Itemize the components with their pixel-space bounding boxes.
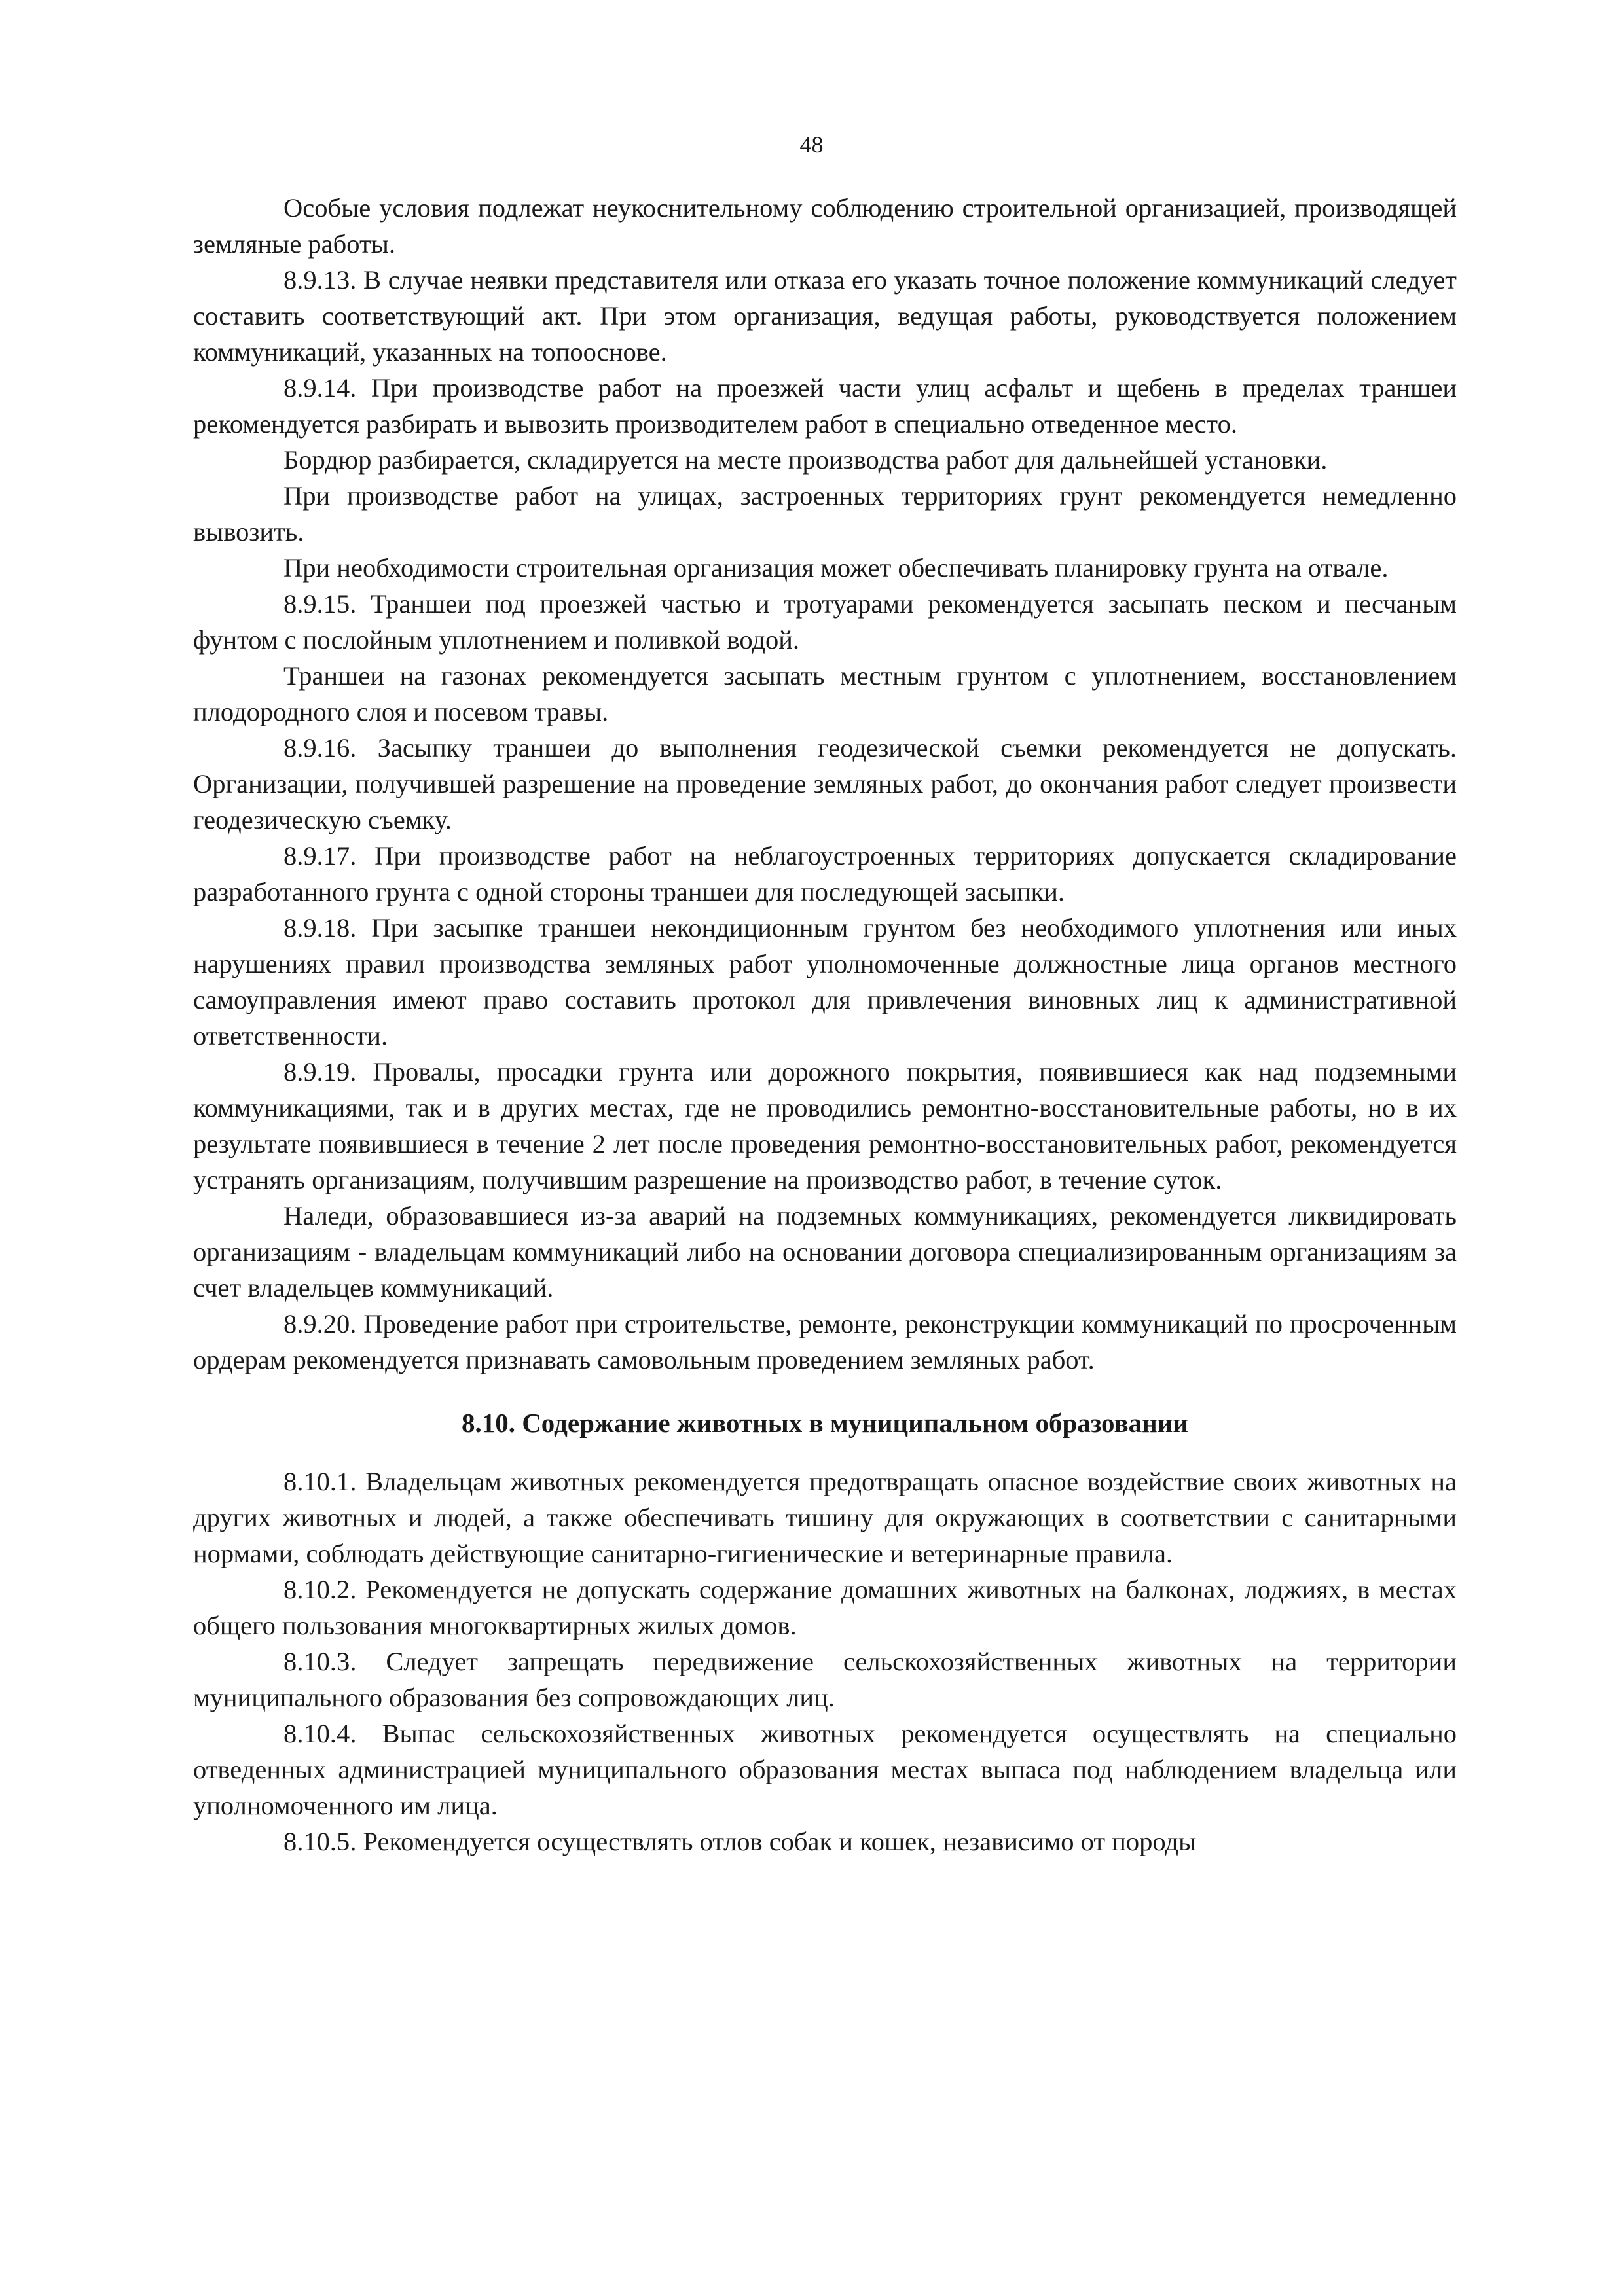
document-body <box>193 190 1457 1859</box>
paragraph-8-9-17: 8.9.17. При производстве работ на неблагоустроенных территориях допускается складирование разработанного грунта с одной стороны траншеи для последующей засыпки. <box>193 841 1457 906</box>
paragraph-8-9-14: 8.9.14. При производстве работ на проезжей части улиц асфальт и щебень в пределах траншеи рекомендуется разбирать и вывозить производителем работ в специально отведенное место. <box>193 373 1457 439</box>
paragraph: Особые условия подлежат неукоснительному соблюдению строительной организацией, производящей земляные работы. <box>193 193 1457 259</box>
paragraph-8-10-2: 8.10.2. Рекомендуется не допускать содержание домашних животных на балконах, лоджиях, в местах общего пользования многоквартирных жилых домов. <box>193 1575 1457 1640</box>
paragraph-8-10-4: 8.10.4. Выпас сельскохозяйственных животных рекомендуется осуществлять на специально отведенных администрацией муниципального образования местах выпаса под наблюдением владельца или уполномоченного им лица. <box>193 1719 1457 1820</box>
paragraph-8-9-20: 8.9.20. Проведение работ при строительстве, ремонте, реконструкции коммуникаций по просроченным ордерам рекомендуется признавать самовольным проведением земляных работ. <box>193 1309 1457 1374</box>
paragraph-8-9-15: 8.9.15. Траншеи под проезжей частью и тротуарами рекомендуется засыпать песком и песчаным фунтом с послойным уплотнением и поливкой водой. <box>193 589 1457 655</box>
paragraph-8-10-3: 8.10.3. Следует запрещать передвижение сельскохозяйственных животных на территории муниципального образования без сопровождающих лиц. <box>193 1647 1457 1712</box>
paragraph: Наледи, образовавшиеся из-за аварий на подземных коммуникациях, рекомендуется ликвидировать организациям - владельцам коммуникаций либо на основании договора специализированным организациям за счет владельцев коммуникаций. <box>193 1201 1457 1302</box>
paragraph: При производстве работ на улицах, застроенных территориях грунт рекомендуется немедленно вывозить. <box>193 481 1457 547</box>
page-number: 48 <box>799 132 824 158</box>
paragraph-8-9-19: 8.9.19. Провалы, просадки грунта или дорожного покрытия, появившиеся как над подземными коммуникациями, так и в других местах, где не проводились ремонтно-восстановительные работы, но в их результате появившиеся в течение 2 лет после проведения ремонтно-восстановительных работ, рекомендуется устранять организациям, получившим разрешение на производство работ, в течение суток. <box>193 1057 1457 1194</box>
section-heading: 8.10. Содержание животных в муниципальном образовании <box>461 1408 1189 1438</box>
paragraph-8-10-5: 8.10.5. Рекомендуется осуществлять отлов собак и кошек, независимо от породы <box>283 1827 1197 1856</box>
paragraph-8-9-16: 8.9.16. Засыпку траншеи до выполнения геодезической съемки рекомендуется не допускать. Организации, получившей разрешение на проведение земляных работ, до окончания работ следует произвести геодезическую съемку. <box>193 733 1457 834</box>
paragraph: Траншеи на газонах рекомендуется засыпать местным грунтом с уплотнением, восстановлением плодородного слоя и посевом травы. <box>193 661 1457 726</box>
paragraph-8-9-18: 8.9.18. При засыпке траншеи некондиционным грунтом без необходимого уплотнения или иных нарушениях правил производства земляных работ уполномоченные должностные лица органов местного самоуправления имеют право составить протокол для привлечения виновных лиц к административной ответственности. <box>193 913 1457 1050</box>
paragraph-8-10-1: 8.10.1. Владельцам животных рекомендуется предотвращать опасное воздействие своих животных на других животных и людей, а также обеспечивать тишину для окружающих в соответствии с санитарными нормами, соблюдать действующие санитарно-гигиенические и ветеринарные правила. <box>193 1467 1457 1568</box>
paragraph-8-9-13: 8.9.13. В случае неявки представителя или отказа его указать точное положение коммуникаций следует составить соответствующий акт. При этом организация, ведущая работы, руководствуется положением коммуникаций, указанных на топооснове. <box>193 265 1457 367</box>
paragraph: При необходимости строительная организация может обеспечивать планировку грунта на отвале. <box>283 553 1389 583</box>
paragraph: Бордюр разбирается, складируется на месте производства работ для дальнейшей установки. <box>283 445 1328 475</box>
